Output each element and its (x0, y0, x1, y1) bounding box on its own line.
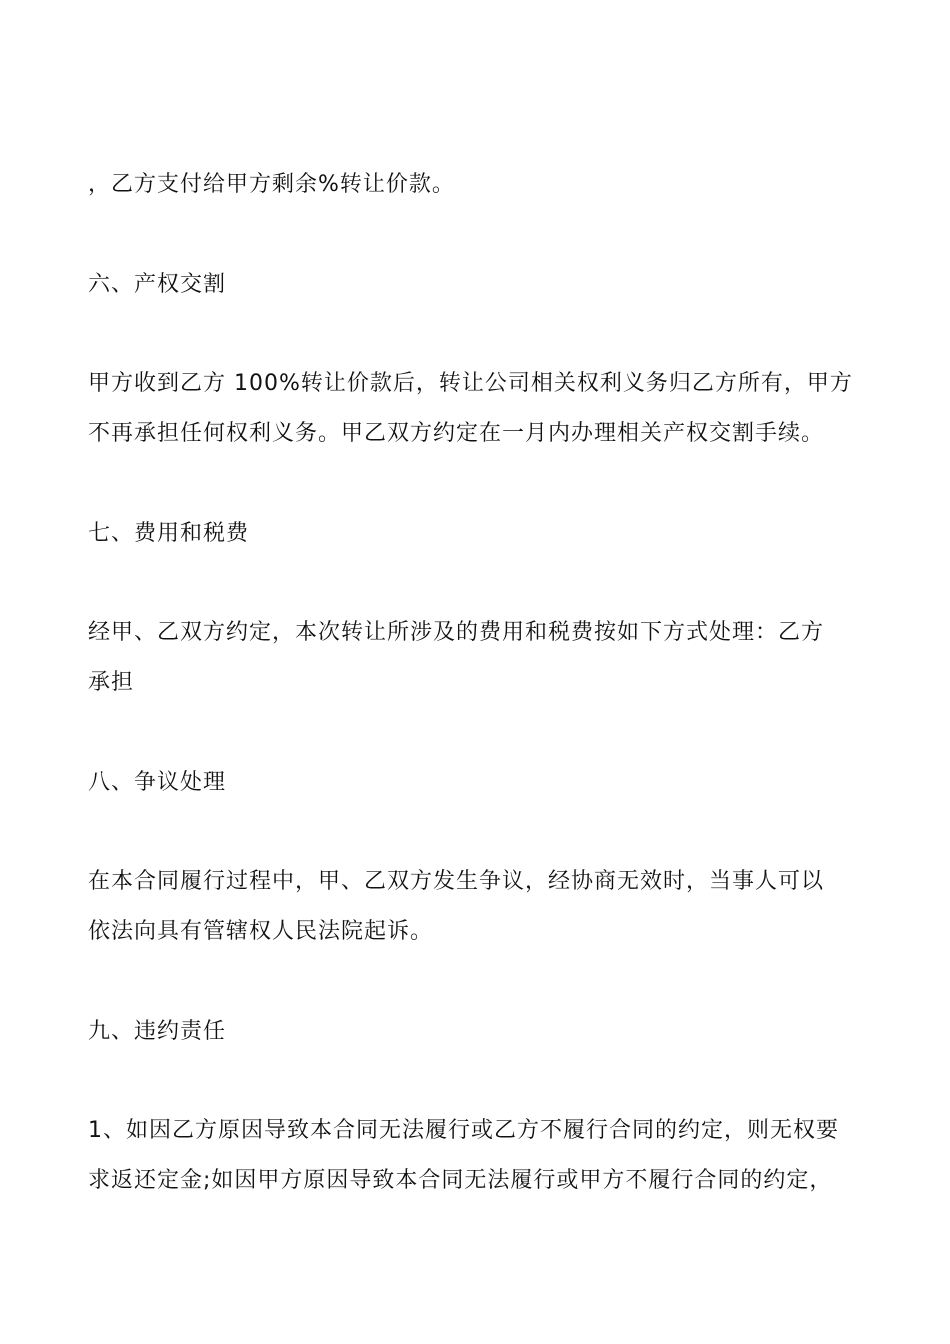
paragraph-property-handover: 甲方收到乙方 100%转让价款后，转让公司相关权利义务归乙方所有，甲方 不再承担任何权利义务。甲乙双方约定在一月内办理相关产权交割手续。 (88, 371, 853, 446)
heading-section-9: 九、违约责任 (88, 1019, 227, 1044)
paragraph-payment-remainder: ，乙方支付给甲方剩余%转让价款。 (88, 172, 455, 197)
heading-section-6: 六、产权交割 (88, 272, 227, 297)
paragraph-breach-liability: 1、如因乙方原因导致本合同无法履行或乙方不履行合同的约定，则无权要 求返还定金;如因甲方原因导致本合同无法履行或甲方不履行合同的约定， (88, 1118, 839, 1193)
heading-section-7: 七、费用和税费 (88, 521, 250, 546)
paragraph-dispute-resolution: 在本合同履行过程中，甲、乙双方发生争议，经协商无效时，当事人可以 依法向具有管辖权人民法院起诉。 (88, 869, 825, 944)
heading-section-8: 八、争议处理 (88, 770, 227, 795)
paragraph-fees-taxes: 经甲、乙双方约定，本次转让所涉及的费用和税费按如下方式处理：乙方 承担 (88, 620, 825, 695)
